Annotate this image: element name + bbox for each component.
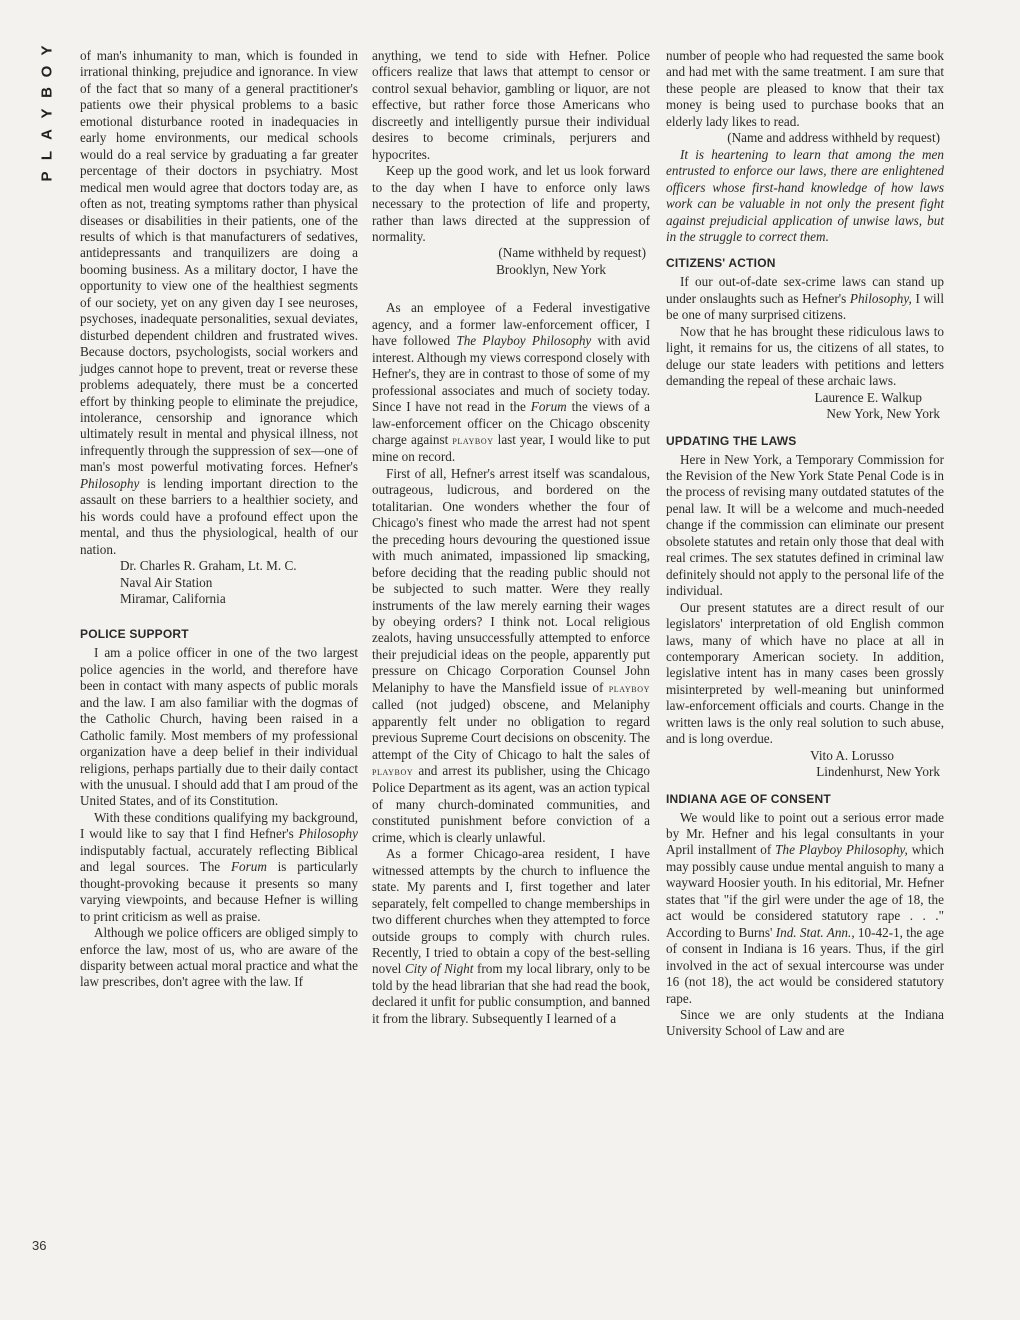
- masthead-letter: O: [38, 65, 56, 78]
- letter-signature: (Name withheld by request): [498, 245, 646, 261]
- letter-signature-location: Miramar, California: [120, 590, 226, 606]
- masthead-letter: A: [38, 129, 56, 140]
- letter-paragraph: Our present statutes are a direct result of our legislators' interpretation of old English common laws, many of which have no place at all in contemporary American society. In addition, legislative intent has in many cases been grossly misinterpreted by well-meaning but uninformed law-enforcement officials and courts. Change in the written laws is the only real solution to such abuse, and is long overdue.: [666, 599, 944, 747]
- masthead-letter: Y: [38, 45, 56, 56]
- section-heading-police-support: POLICE SUPPORT: [80, 627, 189, 642]
- column-3: [666, 48, 944, 1040]
- masthead-letter: Y: [38, 108, 56, 119]
- letter-signature-location: New York, New York: [826, 406, 940, 422]
- section-heading-indiana-age-of-consent: INDIANA AGE OF CONSENT: [666, 791, 831, 806]
- letter-signature-location: Lindenhurst, New York: [816, 764, 940, 780]
- letter-paragraph: I am a police officer in one of the two largest police agencies in the world, and therefore have been in contact with many aspects of public morals and the law. I am also familiar with the dogmas of the Catholic Church, having been raised in a Catholic family. Most members of my professional organization have a deep belief in their individual religions, perhaps partially due to their daily contact with the unusual. I should add that I am proud of the United States, and of its Constitution.: [80, 645, 358, 809]
- section-heading-citizens-action: CITIZENS' ACTION: [666, 256, 776, 271]
- letter-paragraph: number of people who had requested the same book and had met with the same treatment. I am sure that these people are pleased to know that their tax money is being used to purchase books that an elderly lady likes to read.: [666, 48, 944, 129]
- masthead-letter: P: [38, 171, 56, 182]
- letter-signature-location: Brooklyn, New York: [496, 261, 606, 277]
- letter-paragraph: of man's inhumanity to man, which is founded in irrational thinking, prejudice and ignorance. In view of the fact that so many of a general practitioner's patients owe their physical problems to a basic emotional disturbance rooted in inadequacies in early home environments, our medical schools would do a real service by graduating a far greater percentage of their doctors in psychiatry. Most medical men would agree that doctors today are, as often as not, treating symptoms rather than physical diseases or disabilities in their patients, one of the results of which is that manufacturers of sedatives, antidepressants and tranquilizers are doing a booming business. As a military doctor, I have the opportunity to view one of the healthiest segments of our society, yet on any given day I see neuroses, psychoses, inadequate personalities, sexual deviates, disturbed dependent children and frustrated wives. Because doctors, psychologists, social workers and judges cannot hope to prevent, treat or reverse these problems adequately, there must be a concerted effort by thinking people to eliminate the prejudice, intolerance, censorship and ignorance which ultimately result in mental and physical illness, not infrequently through the suppression of sex—one of man's most powerful motivating forces. Hefner's Philosophy is lending important direction to the assault on these barriers to a healthier society, and his words could have a profound effect upon the mental, and thus the physiological, health of our nation.: [80, 48, 358, 557]
- letter-paragraph: Since we are only students at the Indiana University School of Law and are: [666, 1007, 944, 1039]
- letter-paragraph: Although we police officers are obliged simply to enforce the law, most of us, who are aware of the disparity between actual moral practice and what the law prescribes, don't agree with the law. If: [80, 925, 358, 990]
- masthead-vertical: [30, 40, 64, 187]
- letter-paragraph: Keep up the good work, and let us look forward to the day when I have to enforce only laws necessary to the protection of life and property, rather than laws directed at the suppression of normality.: [372, 163, 650, 244]
- letter-paragraph: As a former Chicago-area resident, I have witnessed attempts by the church to influence the state. My parents and I, first together and later separately, felt compelled to change memberships in two different churches when they attempted to force outside groups to comply with church rules. Recently, I tried to obtain a copy of the best-selling novel City of Night from my local library, only to be told by the head librarian that she had read the book, declared it unfit for public consumption, and banned it from the library. Subsequently I learned of a: [372, 846, 650, 1026]
- letter-paragraph: If our out-of-date sex-crime laws can stand up under onslaughts such as Hefner's Philosophy, I will be one of many surprised citizens.: [666, 274, 944, 323]
- letter-paragraph: We would like to point out a serious error made by Mr. Hefner and his legal consultants in your April installment of The Playboy Philosophy, which may possibly cause undue mental anguish to many a wayward Hoosier youth. In his editorial, Mr. Hefner states that "if the girl were under the age of 18, the act would be considered statutory rape . . ." According to Burns' Ind. Stat. Ann., 10-42-1, the age of consent in Indiana is 16 years. Thus, if the girl involved in the act of sexual intercourse was under 16 (not 18), the act would be considered statutory rape.: [666, 809, 944, 1006]
- letter-signature: Vito A. Lorusso: [810, 747, 894, 763]
- editor-reply: It is heartening to learn that among the men entrusted to enforce our laws, there are enlightened officers whose first-hand knowledge of how laws work can be valuable in not only the present fight against prejudicial application of unwise laws, but in the struggle to correct them.: [666, 146, 944, 244]
- letter-paragraph: First of all, Hefner's arrest itself was scandalous, outrageous, ludicrous, and bordered on the totalitarian. One wonders whether the four of Chicago's finest who made the arrest had not spent the preceding hours devouring the questioned issue with much animated, impassioned lip smacking, before deciding that the reading public should not be subjected to such matter. Were they really instruments of the law merely earning their wages by obeying orders? I think not. Local religious zealots, having unsuccessfully attempted to enforce their prejudicial ideas on the people, apparently put pressure on Chicago Corporation Counsel John Melaniphy to have the Mansfield issue of playboy called (not judged) obscene, and Melaniphy apparently felt under no obligation to regard previous Supreme Court decisions on obscenity. The attempt of the City of Chicago to halt the sales of playboy and arrest its publisher, using the Chicago Police Department as its agent, was an action typical of many church-dominated communities, and constituted punishment before conviction of a crime, which is clearly unlawful.: [372, 465, 650, 845]
- letter-signature: Laurence E. Walkup: [814, 389, 922, 405]
- letter-signature: (Name and address withheld by request): [727, 130, 940, 146]
- column-1: [80, 48, 358, 991]
- letter-paragraph: With these conditions qualifying my background, I would like to say that I find Hefner's Philosophy indisputably factual, accurately reflecting Biblical and legal sources. The Forum is particularly thought-provoking because it presents so many varying viewpoints, and because Hefner is willing to print criticism as well as praise.: [80, 809, 358, 924]
- letter-signature-line: Naval Air Station: [120, 574, 213, 590]
- letter-paragraph: anything, we tend to side with Hefner. Police officers realize that laws that attempt to censor or control sexual behavior, gambling or liquor, are not effective, but rather force those Americans who discreetly and intelligently pursue their individual desires to become criminals, perjurers and hypocrites.: [372, 48, 650, 162]
- letter-paragraph: Now that he has brought these ridiculous laws to light, it remains for us, the citizens of all states, to deluge our state leaders with petitions and letters demanding the repeal of these archaic laws.: [666, 323, 944, 389]
- page-number: 36: [32, 1238, 47, 1253]
- letter-paragraph: As an employee of a Federal investigative agency, and a former law-enforcement officer, I have followed The Playboy Philosophy with avid interest. Although my views correspond closely with Hefner's, they are in contrast to those of some of my professional associates and much of society today. Since I have not read in the Forum the views of a law-enforcement officer on the Chicago obscenity charge against playboy last year, I would like to put mine on record.: [372, 300, 650, 465]
- masthead-letter: B: [38, 87, 56, 98]
- letter-paragraph: Here in New York, a Temporary Commission for the Revision of the New York State Penal Code is in the process of revising many outdated statutes of the penal law. It will be a welcome and much-needed change if the commission can eliminate our present obsolete statutes and retain only those that deal with real crimes. The sex statutes defined in criminal law definitely should not apply to the personal life of the individual.: [666, 451, 944, 599]
- letter-signature: Dr. Charles R. Graham, Lt. M. C.: [120, 558, 297, 574]
- column-2: [372, 48, 650, 1027]
- section-heading-updating-the-laws: UPDATING THE LAWS: [666, 433, 797, 448]
- masthead-letter: L: [38, 150, 56, 161]
